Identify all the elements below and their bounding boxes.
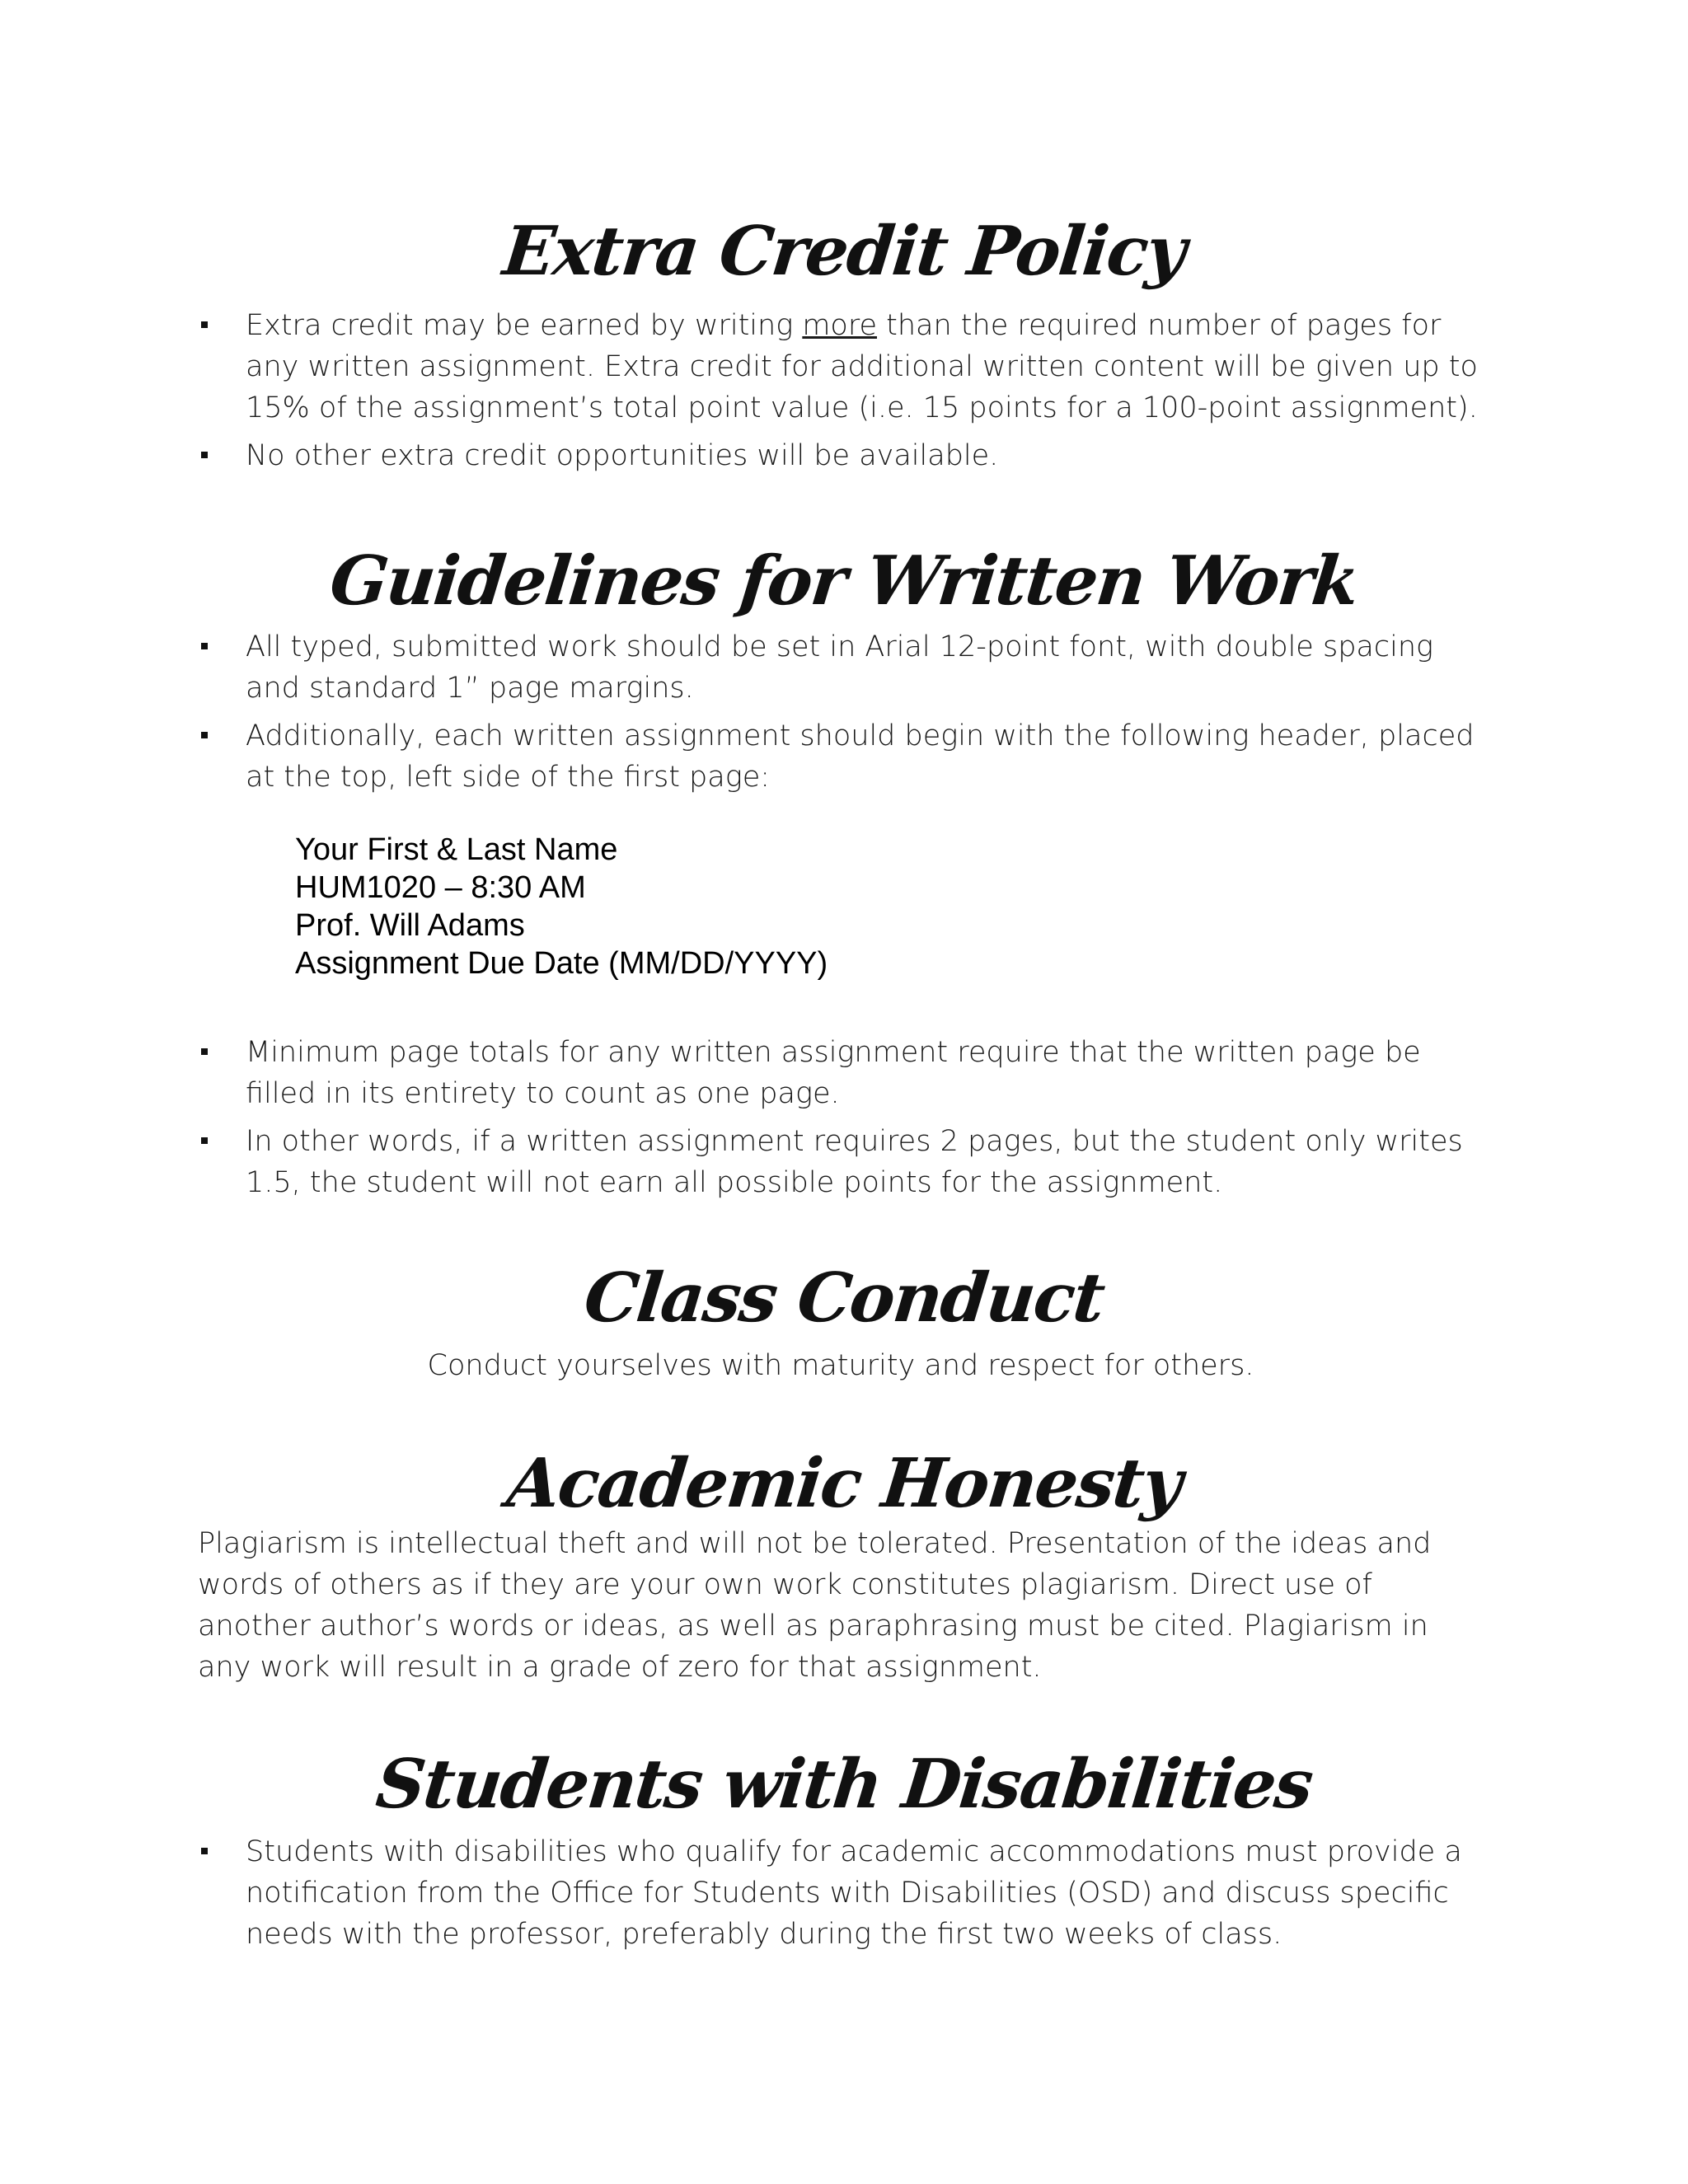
bullet-icon: [201, 732, 208, 738]
header-line-due-date: Assignment Due Date (MM/DD/YYYY): [295, 946, 828, 981]
bullet-text: All typed, submitted work should be set in Arial 12-point font, with double spacing and standard 1” page margins.: [246, 630, 1434, 705]
list-item: [198, 435, 1484, 476]
bullet-icon: [201, 1137, 208, 1144]
bullet-text: No other extra credit opportunities will be available.: [246, 439, 999, 472]
bullet-icon: [201, 1848, 208, 1854]
heading-students-disabilities: Students with Disabilities: [372, 1745, 1315, 1824]
guidelines-list-bottom: [198, 1032, 1484, 1210]
bullet-icon: [201, 1048, 208, 1055]
extra-credit-list: [198, 305, 1484, 483]
bullet-text: Additionally, each written assignment should begin with the following header, placed at the top, left side of the first page:: [246, 719, 1475, 794]
heading-guidelines-written-work: Guidelines for Written Work: [326, 541, 1362, 621]
bullet-text: Students with disabilities who qualify for academic accommodations must provide a notification from the Office for Students with Disabilities (OSD) and discuss specific needs with the professor, preferably during the first two weeks of class.: [246, 1835, 1462, 1951]
bullet-icon: [201, 452, 208, 458]
list-item: [198, 715, 1484, 798]
bullet-icon: [201, 643, 208, 649]
header-example-block: [295, 831, 1119, 982]
disabilities-list: [198, 1831, 1484, 1961]
list-item: [198, 1831, 1484, 1955]
bullet-text: In other words, if a written assignment requires 2 pages, but the student only writes 1.5, the student will not earn all possible points for the assignment.: [246, 1125, 1463, 1199]
bullet-text-before: Extra credit may be earned by writing: [246, 309, 803, 342]
header-line-course: HUM1020 – 8:30 AM: [295, 870, 586, 905]
bullet-text-after: than the required number of pages for any written assignment. Extra credit for additional written content will be given up to 15% of the assignment’s total point value (i.e. 15 points for a 100-point assignment).: [246, 309, 1478, 424]
guidelines-list-top: [198, 626, 1484, 804]
list-item: [198, 305, 1484, 429]
bullet-text: Minimum page totals for any written assignment require that the written page be filled in its entirety to count as one page.: [246, 1036, 1421, 1110]
list-item: [198, 1121, 1484, 1203]
list-item: [198, 1032, 1484, 1114]
list-item: [198, 626, 1484, 709]
heading-academic-honesty: Academic Honesty: [503, 1444, 1185, 1523]
bullet-icon: [201, 321, 208, 328]
class-conduct-text: Conduct yourselves with maturity and respect for others.: [427, 1349, 1254, 1382]
heading-class-conduct: Class Conduct: [580, 1258, 1108, 1338]
academic-honesty-text: Plagiarism is intellectual theft and will not be tolerated. Presentation of the ideas and words of others as if they are your own work constitutes plagiarism. Direct use of another author’s words or ideas, as well as paraphrasing must be cited. Plagiarism in any work will result in a grade of zero for that assignment.: [198, 1527, 1432, 1684]
underlined-word: more: [802, 309, 877, 342]
header-line-professor: Prof. Will Adams: [295, 908, 525, 943]
heading-extra-credit-policy: Extra Credit Policy: [499, 212, 1189, 291]
header-line-name: Your First & Last Name: [295, 832, 618, 867]
